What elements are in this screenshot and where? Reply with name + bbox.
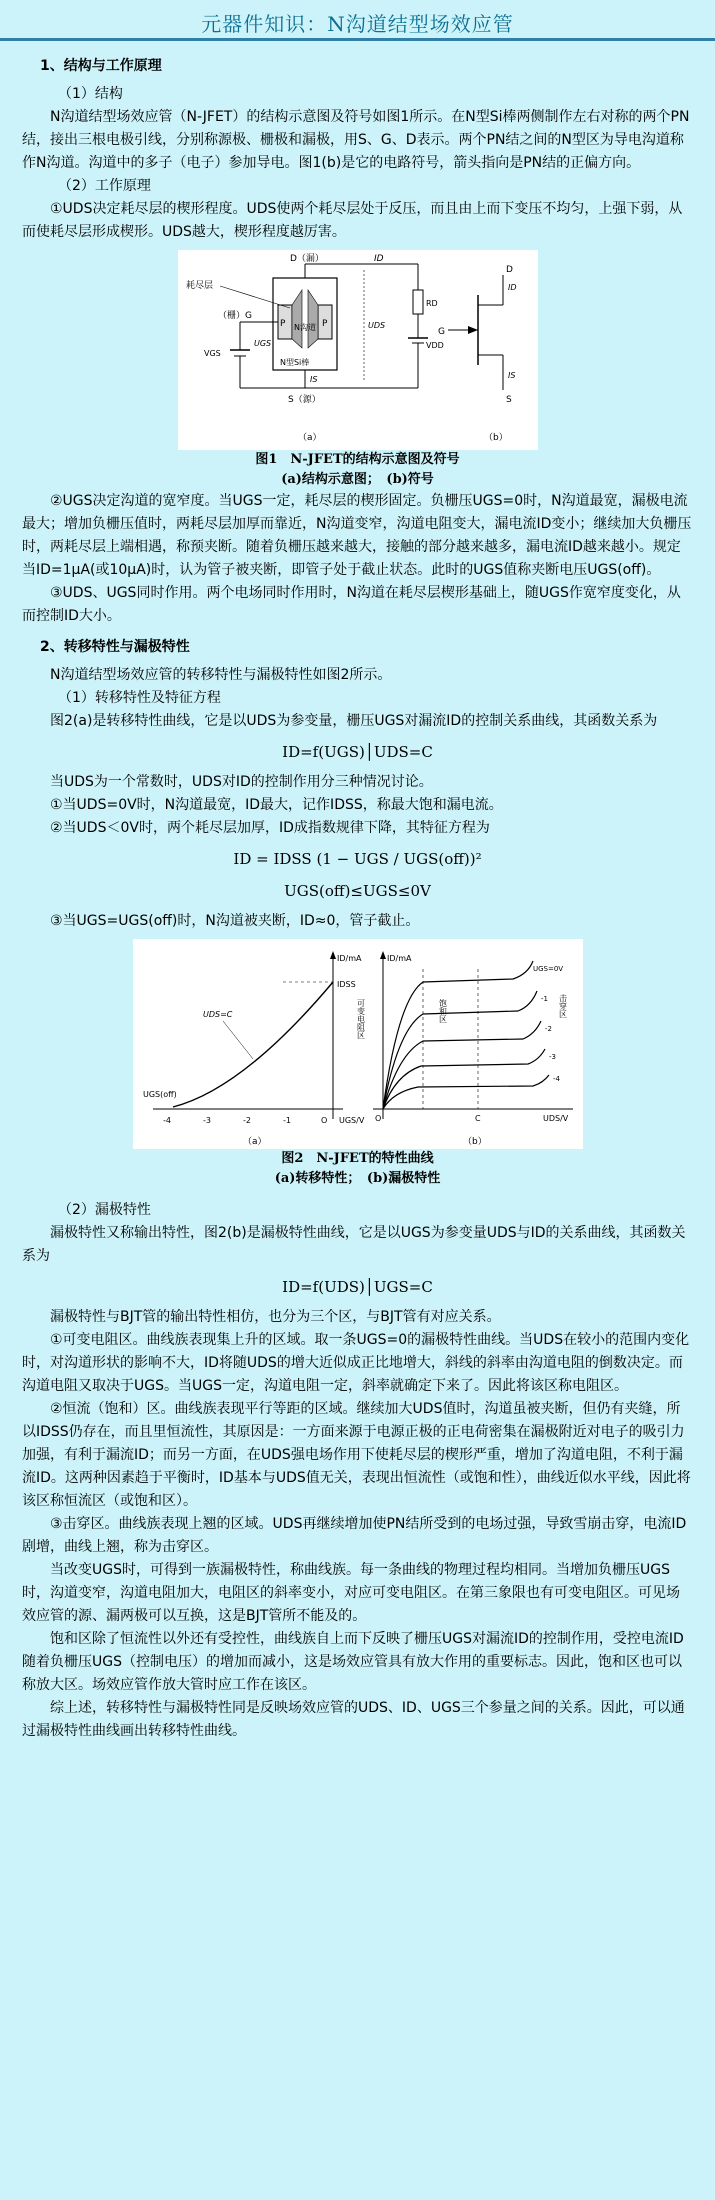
figure-2 xyxy=(133,939,583,1149)
transfer-ugs-axis: UGS/V xyxy=(338,1116,364,1125)
output-c: C xyxy=(474,1114,481,1123)
figure-1 xyxy=(178,250,538,450)
label-g-symbol: G xyxy=(437,327,445,337)
transfer-id-label: ID/mA xyxy=(336,954,361,963)
label-vgs: VGS xyxy=(203,349,221,358)
paragraph-drain: 漏极特性又称输出特性，图2(b)是漏极特性曲线，它是以UGS为参变量UDS与ID的关系曲线，其函数关系为 xyxy=(22,1225,686,1264)
case-3: ③当UGS=UGS(off)时，N沟道被夹断，ID≈0，管子截止。 xyxy=(50,913,420,929)
label-ugs: UGS xyxy=(253,339,271,348)
transfer-ugsoff: UGS(off) xyxy=(142,1090,177,1099)
paragraph-characteristics-intro: N沟道结型场效应管的转移特性与漏极特性如图2所示。 xyxy=(50,667,392,683)
resistor-rd xyxy=(413,290,423,314)
transfer-origin: O xyxy=(320,1116,327,1125)
figure-1-caption: 图1 N-JFET的结构示意图及符号 xyxy=(255,452,460,467)
case-1: ①当UDS=0V时，N沟道最宽，ID最大，记作IDSS，称最大饱和漏电流。 xyxy=(50,797,503,813)
formula-characteristic: ID = IDSS (1 − UGS / UGS(off))² xyxy=(233,850,482,868)
page-title: 元器件知识：N沟道结型场效应管 xyxy=(201,12,514,36)
case-2: ②当UDS＜0V时，两个耗尽层加厚，ID成指数规律下降，其特征方程为 xyxy=(50,820,490,836)
paragraph-transfer: 图2(a)是转移特性曲线，它是以UDS为参变量，栅压UGS对漏流ID的控制关系曲线，其函数关系为 xyxy=(50,713,658,729)
paragraph-ugs-width: ②UGS决定沟道的宽窄度。当UGS一定，耗尽层的楔形固定。负栅压UGS=0时，N沟道最宽，漏极电流最大；增加负栅压值时，两耗尽层加厚而靠近，N沟道变窄，沟道电阻变大，漏电流ID变小；继续加大负栅压时，两耗尽层上端相遇，称预夹断。随着负栅压越来越大，接触的部分越来越多，漏电流ID越来越小。规定当ID=1μA(或10μA)时，认为管子被夹断，即管子处于截止状态。此时的UGS值称夹断电压UGS(off)。 xyxy=(22,493,692,578)
output-curve-4 xyxy=(383,1075,549,1109)
region-saturation: 饱和区 xyxy=(438,999,447,1023)
output-origin: O xyxy=(374,1114,381,1123)
region-1-text: ①可变电阻区。曲线族表现集上升的区域。取一条UGS=0的漏极特性曲线。当UDS在较小的范围内变化时，对沟道形状的影响不大，ID将随UDS的增大近似成正比地增大，斜线的斜率由沟道电阻的倒数决定。而沟道电阻又取决于UGS。当UGS一定，沟道电阻一定，斜率就确定下来了。因此将该区称电阻区。 xyxy=(22,1332,690,1394)
subheading-transfer: （1）转移特性及特征方程 xyxy=(58,690,221,706)
fig2-sub-a: （a） xyxy=(242,1137,267,1147)
fig2-sub-b: （b） xyxy=(462,1137,487,1147)
output-curve-label-3: -3 xyxy=(548,1053,556,1061)
transfer-idss: IDSS xyxy=(336,980,356,989)
figure-1-caption-sub: (a)结构示意图； (b)符号 xyxy=(281,472,434,487)
fig1-sub-b: （b） xyxy=(483,433,508,443)
transfer-tick-2: -2 xyxy=(242,1116,251,1125)
label-id-symbol: ID xyxy=(507,283,517,292)
paragraph-summary: 综上述，转移特性与漏极特性同是反映场效应管的UDS、ID、UGS三个参量之间的关系。因此，可以通过漏极特性曲线画出转移特性曲线。 xyxy=(22,1700,685,1739)
paragraph-saturation: 饱和区除了恒流性以外还有受控性，曲线族自上而下反映了栅压UGS对漏流ID的控制作用，受控电流ID随着负栅压UGS（控制电压）的增加而减小，这是场效应管具有放大作用的重要标志。因此，饱和区也可以称放大区。场效应管作放大管时应工作在该区。 xyxy=(22,1631,684,1693)
gate-arrow-icon xyxy=(468,326,478,334)
label-is: IS xyxy=(309,375,317,384)
formula-drain: ID=f(UDS)│UGS=C xyxy=(282,1278,433,1296)
paragraph-both-effects: ③UDS、UGS同时作用。两个电场同时作用时，N沟道在耗尽层楔形基础上，随UGS作宽窄度变化，从而控制ID大小。 xyxy=(22,585,681,624)
label-d-symbol: D xyxy=(505,265,513,275)
output-id-label: ID/mA xyxy=(386,954,411,963)
label-is-symbol: IS xyxy=(507,371,515,380)
figure-2-caption: 图2 N-JFET的特性曲线 xyxy=(281,1151,434,1166)
label-s-symbol: S xyxy=(505,395,512,405)
label-n-channel: N沟道 xyxy=(293,323,316,332)
label-nsi: N型Si棒 xyxy=(279,358,309,367)
label-id-a: ID xyxy=(373,254,384,264)
figure-2-caption-sub: (a)转移特性； (b)漏极特性 xyxy=(274,1171,441,1186)
label-gate: （栅）G xyxy=(217,311,252,321)
label-p-left: P xyxy=(279,319,285,329)
output-curve-label-4: -4 xyxy=(552,1075,560,1083)
label-uds: UDS xyxy=(367,321,385,330)
subheading-structure: （1）结构 xyxy=(58,86,123,102)
paragraph-regions: 漏极特性与BJT管的输出特性相仿，也分为三个区，与BJT管有对应关系。 xyxy=(50,1309,501,1325)
subheading-drain: （2）漏极特性 xyxy=(58,1202,151,1218)
transfer-tick-3: -3 xyxy=(202,1116,211,1125)
transfer-curve xyxy=(173,982,333,1107)
paragraph-structure: N沟道结型场效应管（N-JFET）的结构示意图及符号如图1所示。在N型Si棒两侧制作左右对称的两个PN结，接出三根电极引线，分别称源极、栅极和漏极，用S、G、D表示。两个PN结之间的N型区为导电沟道称作N沟道。沟道中的多子（电子）参加导电。图1(b)是它的电路符号，箭头指向是PN结的正偏方向。 xyxy=(22,109,690,171)
subheading-principle: （2）工作原理 xyxy=(58,178,151,194)
output-uds-axis: UDS/V xyxy=(542,1114,568,1123)
formula-condition: UGS(off)≤UGS≤0V xyxy=(284,882,431,900)
transfer-tick-1: -1 xyxy=(282,1116,291,1125)
region-breakdown: 击穿区 xyxy=(558,994,567,1018)
label-source: S（源） xyxy=(287,395,321,405)
label-p-right: P xyxy=(321,319,327,329)
output-curve-label-1: -1 xyxy=(540,995,548,1003)
label-drain: D（漏） xyxy=(289,254,324,264)
output-curve-3 xyxy=(383,1049,545,1109)
region-3-text: ③击穿区。曲线族表现上翘的区域。UDS再继续增加使PN结所受到的电场过强，导致雪崩击穿，电流ID剧增，曲线上翘，称为击穿区。 xyxy=(22,1516,687,1555)
output-curve-label-0: UGS=0V xyxy=(532,965,563,973)
output-curve-label-2: -2 xyxy=(544,1025,552,1033)
region-2-text: ②恒流（饱和）区。曲线族表现平行等距的区域。继续加大UDS值时，沟道虽被夹断，但仍有夹缝，所以IDSS仍存在，而且里恒流性，其原因是：一方面来源于电源正极的正电荷密集在漏极附近对电子的吸引力加强，有利于漏流ID；而另一方面，在UDS强电场作用下使耗尽层的楔形严重，增加了沟道电阻，不利于漏流ID。这两种因素趋于平衡时，ID基本与UDS值无关，表现出恒流性（或饱和性），曲线近似水平线，因此将该区称恒流区（或饱和区）。 xyxy=(22,1401,691,1509)
label-vdd: VDD xyxy=(425,341,444,350)
label-depletion: 耗尽层 xyxy=(185,281,213,291)
paragraph-family: 当改变UGS时，可得到一族漏极特性，称曲线族。每一条曲线的物理过程均相同。当增加负栅压UGS时，沟道变窄，沟道电阻加大，电阻区的斜率变小，对应可变电阻区。在第三象限也有可变电阻区。可见场效应管的源、漏两极可以互换，这是BJT管所不能及的。 xyxy=(22,1562,680,1624)
region-variable-resistor: 可变电阻区 xyxy=(356,999,365,1039)
fig1-sub-a: （a） xyxy=(297,433,322,443)
paragraph-uds-shape: ①UDS决定耗尽层的楔形程度。UDS使两个耗尽层处于反压，而且由上而下变压不均匀，上强下弱，从而使耗尽层形成楔形。UDS越大，楔形程度越厉害。 xyxy=(22,201,683,240)
label-rd: RD xyxy=(425,299,438,308)
section-heading-structure: 1、结构与工作原理 xyxy=(40,58,162,74)
formula-transfer: ID=f(UGS)│UDS=C xyxy=(282,743,433,761)
title-divider xyxy=(0,38,715,41)
transfer-tick-4: -4 xyxy=(162,1116,171,1125)
transfer-uds-c: UDS=C xyxy=(202,1010,232,1019)
output-curve-1 xyxy=(383,991,537,1109)
paragraph-cases: 当UDS为一个常数时，UDS对ID的控制作用分三种情况讨论。 xyxy=(50,774,433,790)
section-heading-characteristics: 2、转移特性与漏极特性 xyxy=(40,639,190,655)
